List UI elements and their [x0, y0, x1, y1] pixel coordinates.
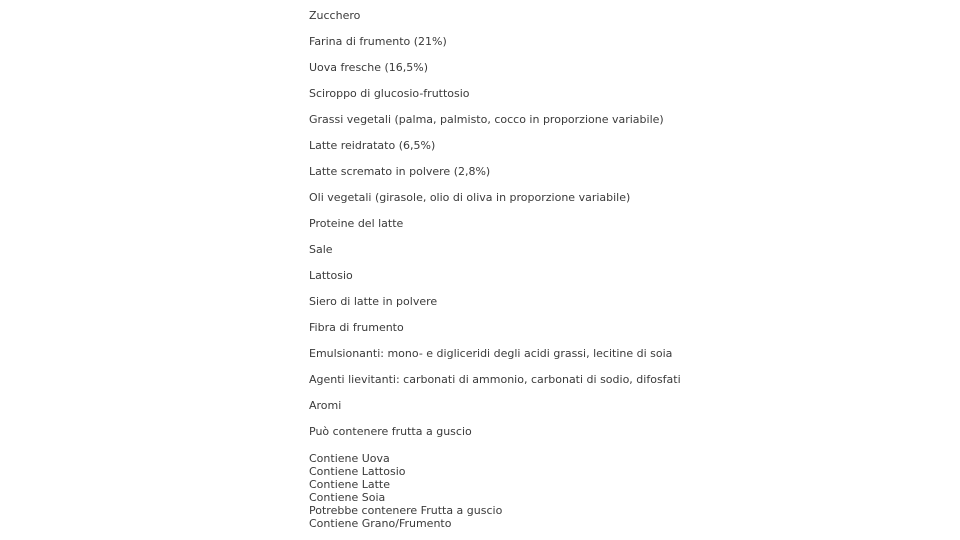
allergen-item: Contiene Uova: [309, 452, 390, 465]
allergen-item: Contiene Latte: [309, 478, 391, 491]
ingredient-item: Proteine del latte: [309, 217, 404, 230]
ingredient-item: Latte scremato in polvere (2,8%): [309, 165, 491, 178]
ingredient-item: Farina di frumento (21%): [309, 35, 447, 48]
ingredient-item: Oli vegetali (girasole, olio di oliva in proporzione variabile): [309, 191, 631, 204]
ingredient-item: Siero di latte in polvere: [309, 295, 438, 308]
ingredient-item: Grassi vegetali (palma, palmisto, cocco in proporzione variabile): [309, 113, 664, 126]
ingredient-item: Aromi: [309, 399, 342, 412]
ingredient-item: Uova fresche (16,5%): [309, 61, 428, 74]
allergen-item: Contiene Lattosio: [309, 465, 406, 478]
ingredient-item: Sciroppo di glucosio-fruttosio: [309, 87, 470, 100]
allergen-item: Contiene Grano/Frumento: [309, 517, 452, 530]
ingredient-item: Fibra di frumento: [309, 321, 404, 334]
ingredient-item: Agenti lievitanti: carbonati di ammonio, carbonati di sodio, difosfati: [309, 373, 681, 386]
ingredient-item: Zucchero: [309, 9, 361, 22]
allergen-item: Contiene Soia: [309, 491, 386, 504]
ingredient-item: Emulsionanti: mono- e digliceridi degli acidi grassi, lecitine di soia: [309, 347, 673, 360]
ingredient-item: Sale: [309, 243, 333, 256]
ingredient-item: Lattosio: [309, 269, 353, 282]
ingredients-list: [309, 9, 681, 451]
allergens-list: [309, 452, 502, 530]
ingredient-item: Latte reidratato (6,5%): [309, 139, 436, 152]
ingredient-item: Può contenere frutta a guscio: [309, 425, 472, 438]
allergen-item: Potrebbe contenere Frutta a guscio: [309, 504, 503, 517]
